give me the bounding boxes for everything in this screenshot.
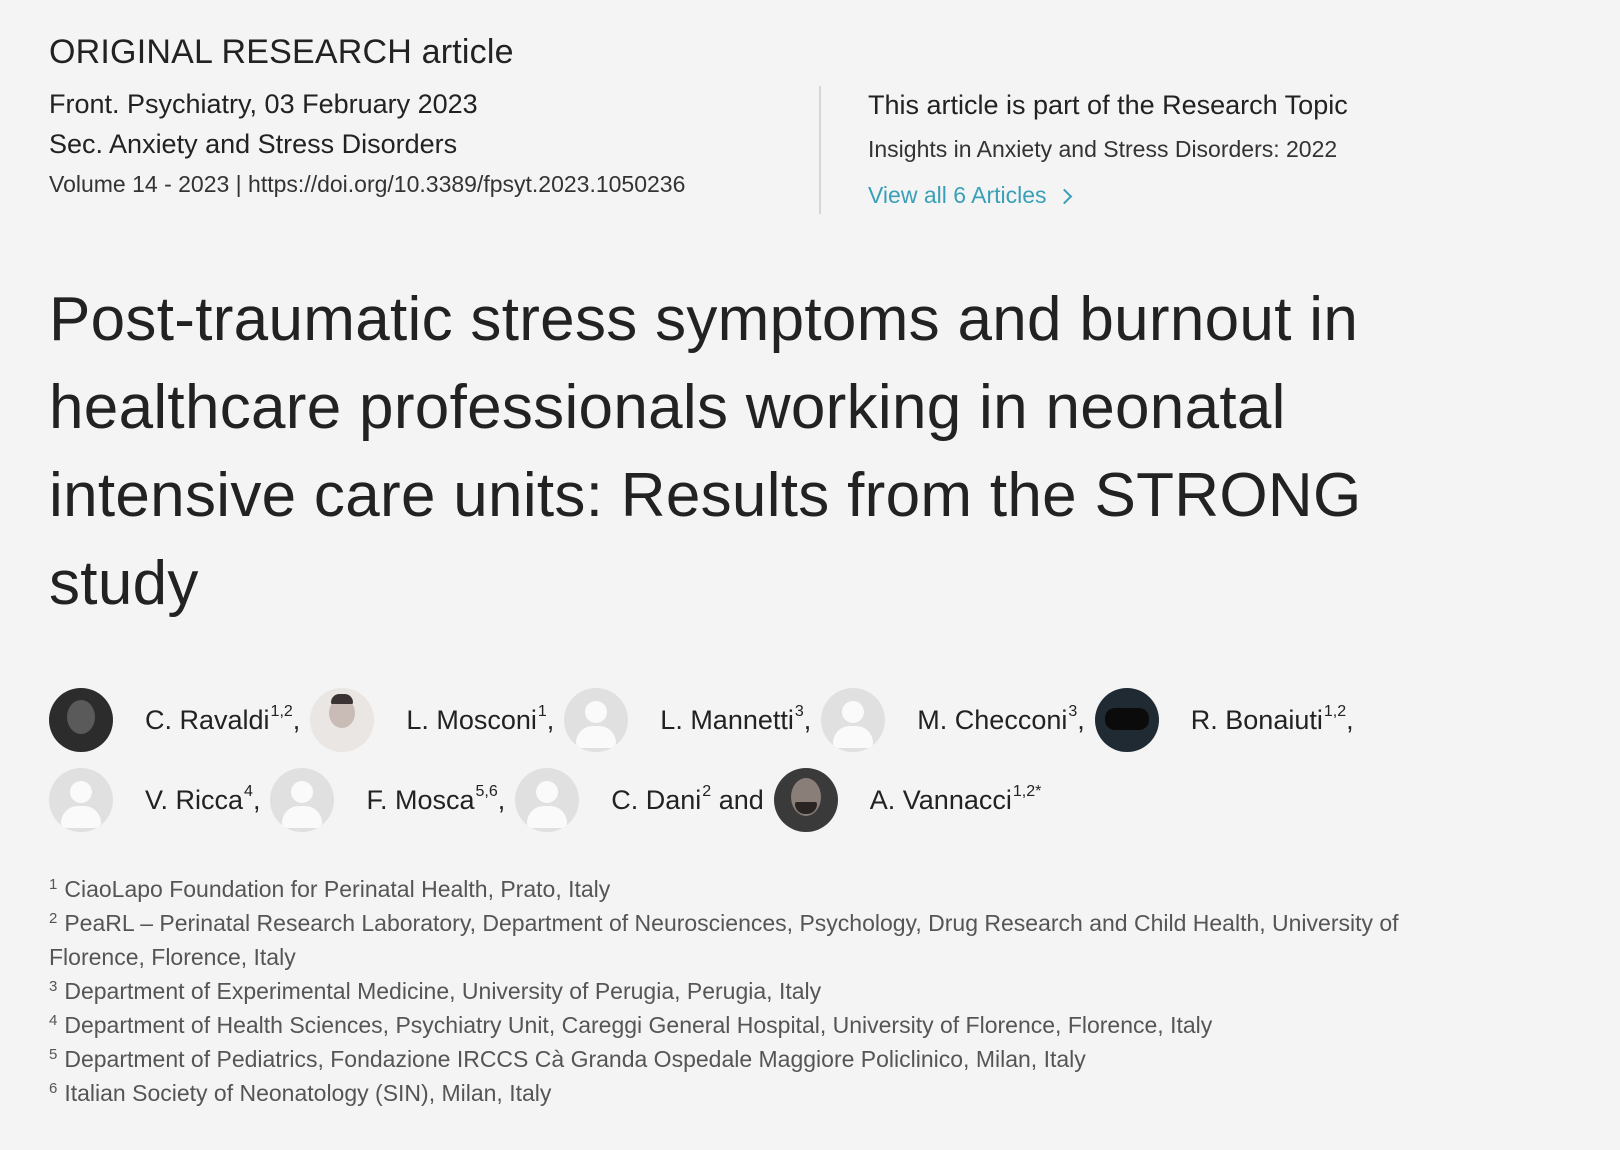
author-name[interactable]: L. Mosconi$^1$, (406, 702, 555, 735)
research-topic-heading: This article is part of the Research Topic (868, 90, 1348, 120)
avatar[interactable] (1095, 688, 1159, 752)
meta-row (49, 84, 1589, 218)
affiliation-item: $^3$ Department of Experimental Medicine, University of Perugia, Perugia, Italy (49, 978, 822, 1004)
author-name[interactable]: L. Mannetti$^3$, (660, 702, 812, 735)
research-topic (821, 84, 1348, 218)
affiliation-item: $^4$ Department of Health Sciences, Psychiatry Unit, Careggi General Hospital, University of Florence, Florence, Italy (49, 1012, 1213, 1038)
author-item[interactable] (1095, 688, 1354, 752)
avatar[interactable] (310, 688, 374, 752)
affiliation-item: $^1$ CiaoLapo Foundation for Perinatal Health, Prato, Italy (49, 876, 611, 902)
affiliation-item: $^2$ PeaRL – Perinatal Research Laboratory, Department of Neurosciences, Psychology, Drug Research and Child Health, University of Florence, Florence, Italy (49, 910, 1399, 970)
author-name[interactable]: V. Ricca$^4$, (145, 782, 261, 815)
view-all-label: View all 6 Articles (868, 182, 1047, 208)
article-header (49, 30, 1589, 1110)
author-item[interactable] (49, 768, 260, 832)
article-type: ORIGINAL RESEARCH article (49, 33, 514, 71)
avatar[interactable] (49, 688, 113, 752)
avatar-placeholder-icon[interactable] (515, 768, 579, 832)
article-meta (49, 84, 819, 218)
journal-date: Front. Psychiatry, 03 February 2023 (49, 89, 478, 119)
affiliation-item: $^6$ Italian Society of Neonatology (SIN), Milan, Italy (49, 1080, 552, 1106)
article-title: Post-traumatic stress symptoms and burnout in healthcare professionals working in neonatal intensive care units: Results from the STRONG study (49, 285, 1362, 618)
section-name[interactable]: Sec. Anxiety and Stress Disorders (49, 129, 458, 159)
author-item[interactable] (49, 688, 300, 752)
volume-doi[interactable]: Volume 14 - 2023 | https://doi.org/10.3389/fpsyt.2023.1050236 (49, 171, 686, 197)
avatar-placeholder-icon[interactable] (49, 768, 113, 832)
chevron-right-icon (1056, 188, 1072, 204)
author-name[interactable]: R. Bonaiuti$^{1,2}$, (1190, 702, 1354, 735)
author-item[interactable] (310, 688, 554, 752)
research-topic-name[interactable]: Insights in Anxiety and Stress Disorders: 2022 (868, 136, 1338, 162)
avatar-placeholder-icon[interactable] (821, 688, 885, 752)
author-list (49, 688, 1499, 832)
author-name[interactable]: C. Dani$^2$ and (611, 782, 764, 815)
avatar-placeholder-icon[interactable] (270, 768, 334, 832)
avatar[interactable] (774, 768, 838, 832)
avatar-placeholder-icon[interactable] (564, 688, 628, 752)
author-item[interactable] (515, 768, 764, 832)
author-name[interactable]: M. Checconi$^3$, (917, 702, 1085, 735)
author-name[interactable]: F. Mosca$^{5,6}$, (366, 782, 506, 815)
view-all-articles-link[interactable] (868, 172, 1070, 218)
affiliation-item: $^5$ Department of Pediatrics, Fondazione IRCCS Cà Granda Ospedale Maggiore Policlinico, Milan, Italy (49, 1046, 1086, 1072)
affiliation-list (49, 872, 1499, 1110)
author-name[interactable]: C. Ravaldi$^{1,2}$, (145, 702, 301, 735)
author-name[interactable]: A. Vannacci$^{1,2*}$ (869, 782, 1042, 815)
author-item[interactable] (270, 768, 505, 832)
author-item[interactable] (564, 688, 811, 752)
author-item[interactable] (821, 688, 1084, 752)
author-item[interactable] (774, 768, 1042, 832)
